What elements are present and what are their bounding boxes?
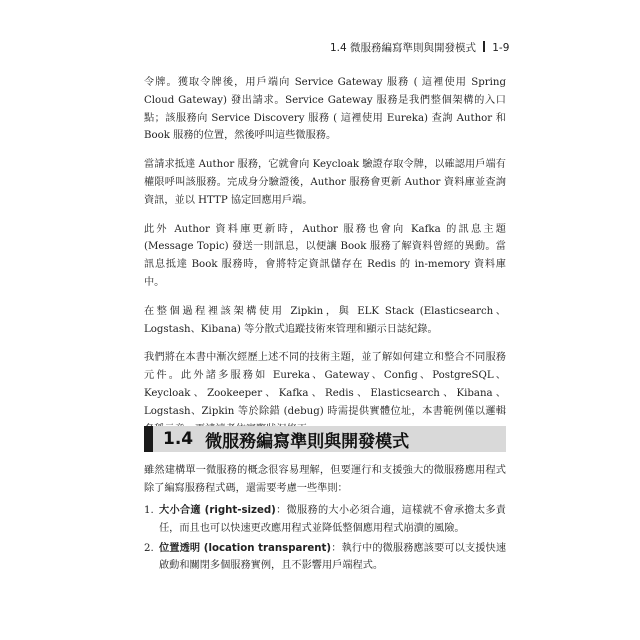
section-intro: 雖然建構單一微服務的概念很容易理解，但要運行和支援強大的微服務應用程式除了編寫服務程式碼，還需要考慮一些準則： [144, 465, 506, 494]
paragraph: 在整個過程裡該架構使用 Zipkin，與 ELK Stack (Elasticsearch、Logstash、Kibana) 等分散式追蹤技術來管理和顯示日誌紀錄。 [144, 305, 506, 335]
body-text [144, 74, 506, 449]
paragraph: 當請求抵達 Author 服務，它就會向 Keycloak 驗證存取令牌，以確認用戶端有權限呼叫該服務。完成身分驗證後，Author 服務會更新 Author 資料庫並查詢資訊，並以 HTTP 協定回應用戶端。 [144, 159, 506, 206]
list-item [144, 540, 506, 576]
heading-bar [144, 426, 153, 452]
guideline-list [144, 502, 506, 577]
paragraph: 此外 Author 資料庫更新時，Author 服務也會向 Kafka 的訊息主題 (Message Topic) 發送一則訊息，以便讓 Book 服務了解資料曾經的異動。當訊息抵達 Book 服務時，會將特定資訊儲存在 Redis 的 in-memory 資料庫中。 [144, 223, 506, 288]
header-chapter-title: 微服務編寫準則與開發模式 [350, 42, 477, 54]
list-term: 大小合適 (right-sized) [159, 505, 276, 516]
header-separator [483, 41, 485, 52]
list-number: 2. [144, 542, 154, 554]
page-number: 1-9 [492, 42, 510, 54]
list-item [144, 502, 506, 538]
header-section-number: 1.4 [330, 42, 347, 54]
list-number: 1. [144, 505, 154, 516]
paragraph: 令牌。獲取令牌後，用戶端向 Service Gateway 服務 ( 這裡使用 Spring Cloud Gateway) 發出請求。Service Gateway 服務是我們整個架構的入口點；該服務向 Service Discovery 服務 ( 這裡使用 Eureka) 查詢 Author 和 Book 服務的位置，然後呼叫這些微服務。 [144, 77, 506, 142]
section-title: 微服務編寫準則與開發模式 [205, 431, 410, 452]
section-heading [144, 426, 506, 452]
running-header [330, 40, 508, 55]
list-text: ：微服務的大小必須合適，這樣就不會承擔太多責任，而且也可以快速更改應用程式並降低整個應用程式崩潰的風險。 [159, 505, 506, 534]
list-text: ：執行中的微服務應該要可以支援快速啟動和關閉多個服務實例，且不影響用戶端程式。 [159, 542, 507, 572]
section-number: 1.4 [163, 429, 194, 449]
paragraph: 我們將在本書中漸次經歷上述不同的技術主題，並了解如何建立和整合不同服務元件。此外諸多服務如 Eureka、Gateway、Config、PostgreSQL、Keycloak、Zookeeper、Kafka、Redis、Elasticsearch、Kibana、Logstash、Zipkin 等於除錯 (debug) 時需提供實體位址，本書範例僅以邏輯 [144, 352, 506, 417]
list-term: 位置透明 (location transparent) [159, 542, 332, 554]
